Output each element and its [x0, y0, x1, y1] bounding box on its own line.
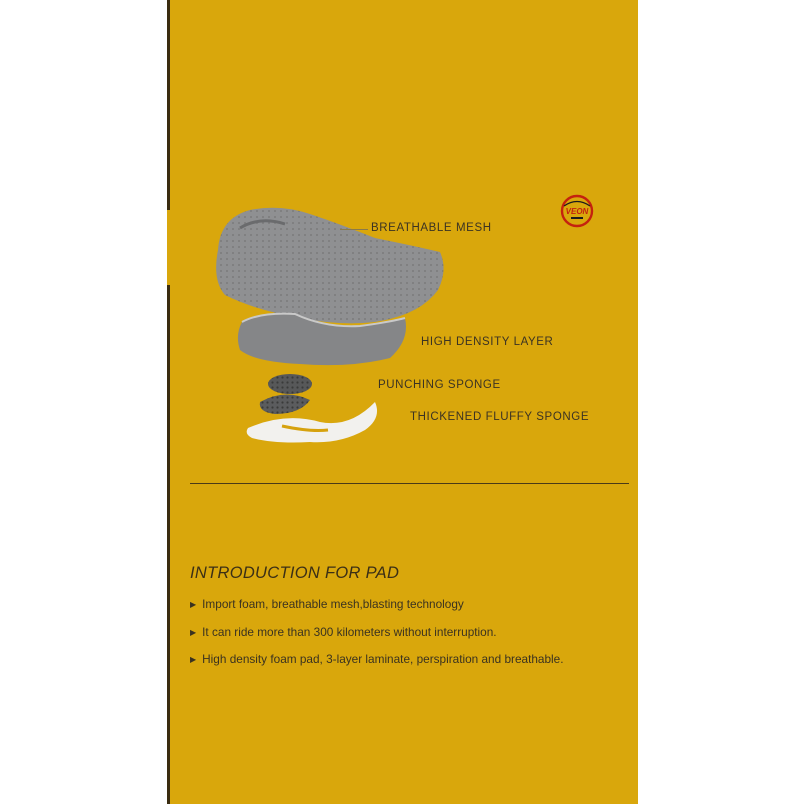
intro-bullet — [190, 625, 497, 639]
intro-title: INTRODUCTION FOR PAD — [190, 564, 400, 582]
label-punching-sponge: PUNCHING SPONGE — [378, 379, 501, 391]
intro-bullet-text: High density foam pad, 3-layer laminate, perspiration and breathable. — [202, 652, 564, 666]
breathable-mesh-leader — [340, 229, 368, 230]
panel-edge-bottom — [167, 285, 170, 804]
bullet-arrow-icon: ▶ — [190, 600, 197, 609]
label-breathable-mesh: BREATHABLE MESH — [371, 222, 492, 234]
label-high-density-layer: HIGH DENSITY LAYER — [421, 336, 554, 348]
veon-logo — [559, 193, 595, 229]
intro-bullet — [190, 652, 563, 666]
intro-bullet-text: Import foam, breathable mesh,blasting technology — [202, 597, 464, 611]
punching-sponge-shape — [260, 374, 312, 414]
logo-text: VEON — [565, 207, 589, 216]
bullet-arrow-icon: ▶ — [190, 628, 197, 637]
label-thickened-fluffy-sponge: THICKENED FLUFFY SPONGE — [410, 411, 590, 423]
panel-edge-top — [167, 0, 170, 210]
intro-bullet-text: It can ride more than 300 kilometers without interruption. — [202, 625, 497, 639]
section-divider — [190, 483, 629, 484]
bullet-arrow-icon: ▶ — [190, 655, 197, 664]
intro-bullet — [190, 597, 464, 611]
